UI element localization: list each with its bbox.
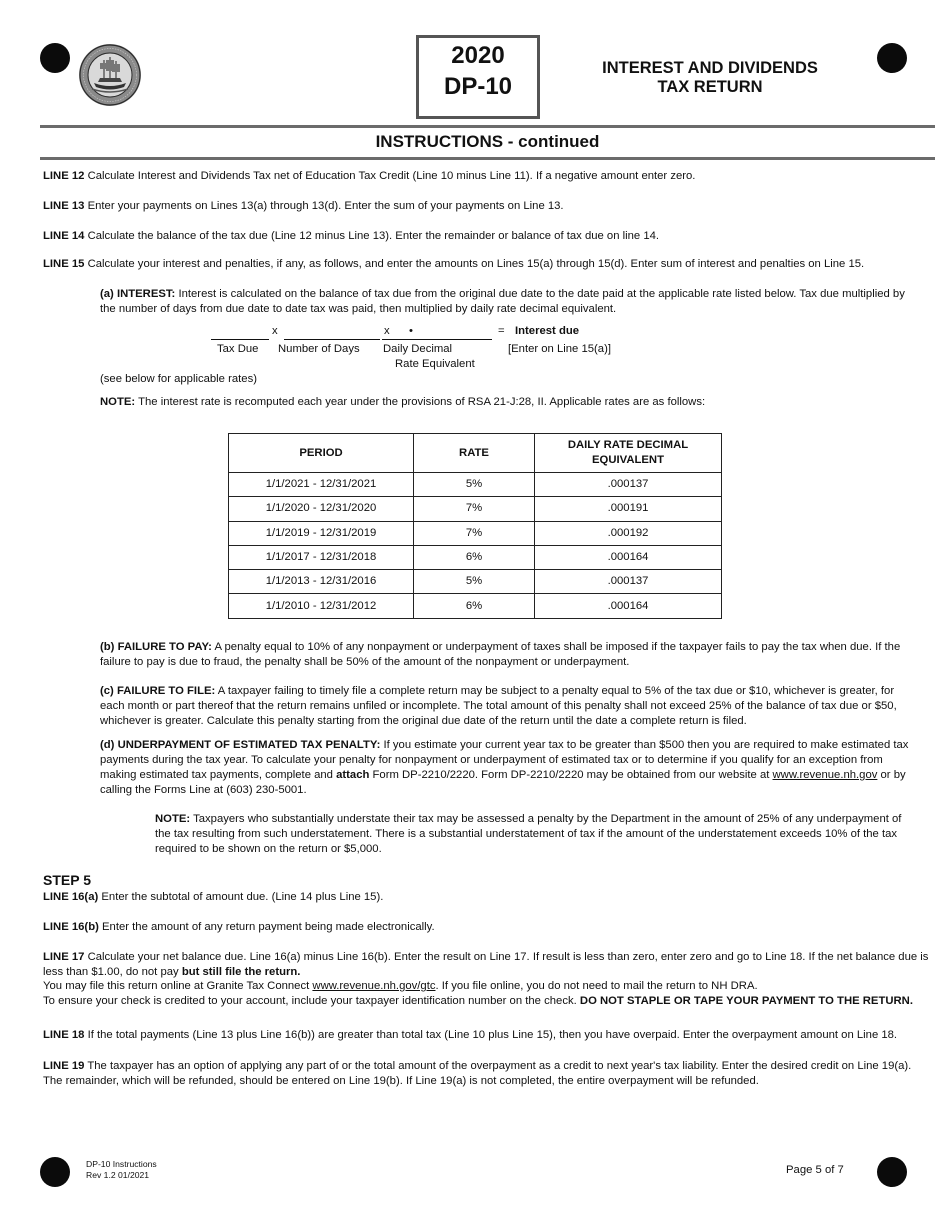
rate-note	[100, 395, 915, 410]
registration-dot-icon	[877, 43, 907, 73]
interest-paragraph	[100, 287, 915, 317]
multiply-symbol: x	[384, 325, 390, 337]
table-header-row	[229, 434, 722, 473]
line-label: LINE 19	[43, 1060, 85, 1072]
period-header: PERIOD	[229, 434, 414, 473]
table-row	[229, 473, 722, 497]
line-text: Calculate Interest and Dividends Tax net of Education Tax Credit (Line 10 minus Line 11). If a negative amount enter zero.	[84, 170, 696, 182]
period-cell: 1/1/2019 - 12/31/2019	[229, 521, 414, 545]
penalty-text: A penalty equal to 10% of any nonpayment or underpayment of taxes shall be imposed if the taxpayer fails to pay the tax when due. If the failure to pay is due to fraud, the penalty shall be 50% of the amount of the nonpayment or underpayment.	[100, 641, 901, 669]
registration-dot-icon	[40, 1157, 70, 1187]
penalty-text: A taxpayer failing to timely file a complete return may be subject to a penalty equal to 5% of the tax due or $10, whichever is greater, for each month or part thereof that the return remains unfiled or incomplete. The total amount of this penalty shall not exceed 25% of the balance of tax due or $50, whichever is greater. Calculate this penalty starting from the original due date of the return until the date a complete return is filed.	[100, 685, 897, 728]
line-15-instruction	[43, 257, 933, 272]
note-text: Taxpayers who substantially understate their tax may be assessed a penalty by the Department in the amount of 25% of any underpayment of the tax resulting from such understatement. There is a substantial understatement of tax if the amount of the understatement exceeds 10% of the tax required to be shown on the return or $5,000.	[155, 813, 902, 856]
table-row	[229, 497, 722, 521]
form-code: DP-10	[443, 73, 513, 100]
footer-revision: Rev 1.2 01/2021	[86, 1170, 150, 1180]
multiply-symbol: x	[272, 325, 278, 337]
period-cell: 1/1/2020 - 12/31/2020	[229, 497, 414, 521]
underpayment-paragraph	[100, 738, 915, 798]
failure-to-pay-paragraph	[100, 640, 915, 670]
step-5-heading: STEP 5	[43, 872, 91, 888]
understatement-note	[155, 812, 915, 857]
table-row	[229, 570, 722, 594]
note-text: The interest rate is recomputed each year under the provisions of RSA 21-J:28, II. Applicable rates are as follows:	[135, 396, 706, 408]
interest-label: (a) INTEREST:	[100, 288, 176, 300]
registration-dot-icon	[877, 1157, 907, 1187]
penalty-text: If you estimate your current year tax to be greater than $500 then you are required to make estimated tax payments during the tax year. To calculate your penalty for nonpayment or underpayment of estimated tax or to determine if you qualify for an exception from making estimated tax payments, complete and	[100, 739, 909, 782]
form-id-box	[416, 35, 540, 119]
form-title-line2: TAX RETURN	[657, 78, 763, 96]
penalty-label: (c) FAILURE TO FILE:	[100, 685, 216, 697]
daily-rate-blank	[382, 339, 492, 340]
line-label: LINE 13	[43, 200, 85, 212]
period-cell: 1/1/2013 - 12/31/2016	[229, 570, 414, 594]
tax-due-blank	[211, 339, 269, 340]
form-title-line1: INTEREST AND DIVIDENDS	[602, 59, 818, 77]
line-text: Calculate the balance of the tax due (Line 12 minus Line 13). Enter the remainder or balance of tax due on line 14.	[84, 230, 660, 242]
revenue-website-link[interactable]: www.revenue.nh.gov	[772, 769, 878, 782]
table-row	[229, 594, 722, 618]
tax-due-caption: Tax Due	[217, 343, 259, 355]
table-row	[229, 521, 722, 545]
rate-cell: 7%	[414, 521, 535, 545]
line-text: Enter the subtotal of amount due. (Line 14 plus Line 15).	[98, 891, 384, 903]
line-text: Enter the amount of any return payment being made electronically.	[98, 921, 435, 933]
line-16a-instruction	[43, 890, 933, 905]
registration-dot-icon	[40, 43, 70, 73]
note-label: NOTE:	[155, 813, 191, 825]
line-17-instruction	[43, 950, 933, 980]
period-cell: 1/1/2021 - 12/31/2021	[229, 473, 414, 497]
decimal-point: •	[409, 325, 413, 337]
penalty-text: or by calling the Forms Line at (603) 230-5001.	[100, 769, 906, 797]
footer-form-info	[86, 1159, 157, 1181]
line-14-instruction	[43, 229, 933, 244]
line-text: Calculate your interest and penalties, if any, as follows, and enter the amounts on Lines 15(a) through 15(d). Enter sum of interest and penalties on Line 15.	[84, 258, 865, 270]
rate-cell: 5%	[414, 473, 535, 497]
form-title	[578, 59, 842, 97]
state-seal-icon	[78, 43, 142, 107]
granite-tax-connect-link[interactable]: www.revenue.nh.gov/gtc	[312, 980, 436, 992]
line-label: LINE 16(b)	[43, 921, 99, 933]
rate-equivalent-caption: Rate Equivalent	[395, 358, 475, 370]
footer-form-name: DP-10 Instructions	[86, 1159, 157, 1169]
line-19-instruction	[43, 1059, 933, 1089]
rate-cell: 6%	[414, 594, 535, 618]
table-row	[229, 545, 722, 569]
penalty-label: (b) FAILURE TO PAY:	[100, 641, 212, 653]
period-cell: 1/1/2010 - 12/31/2012	[229, 594, 414, 618]
rate-cell: 6%	[414, 545, 535, 569]
rate-cell: 7%	[414, 497, 535, 521]
line-text: If the total payments (Line 13 plus Line 16(b)) are greater than total tax (Line 10 plus Line 15), then you have overpaid. Enter the overpayment amount on Line 18.	[84, 1029, 898, 1041]
line-16b-instruction	[43, 920, 933, 935]
interest-rates-table	[228, 433, 722, 619]
equals-symbol: =	[498, 325, 505, 337]
daily-rate-cell: .000137	[535, 473, 722, 497]
line-label: LINE 16(a)	[43, 891, 99, 903]
note-label: NOTE:	[100, 396, 136, 408]
line-text: Calculate your net balance due. Line 16(a) minus Line 16(b). Enter the result on Line 17. If result is less than zero, enter zero and go to Line 18. If the net balance due is less than $1.00, do not pay	[43, 951, 929, 979]
interest-due-label: Interest due	[515, 325, 580, 337]
enter-on-caption: [Enter on Line 15(a)]	[508, 343, 611, 355]
section-heading: INSTRUCTIONS - continued	[375, 132, 600, 151]
form-year: 2020	[451, 42, 505, 69]
line-text: The taxpayer has an option of applying any part of or the total amount of the overpayment as a credit to next year's tax liability. Enter the desired credit on Line 19(a). The remainder, which will be refunded, should be entered on Line 19(b). If Line 19(a) is not completed, the entire overpayment will be refunded.	[43, 1060, 912, 1088]
interest-text: Interest is calculated on the balance of tax due from the original due date to the date paid at the applicable rate listed below. Tax due multiplied by the number of days from due date to date tax was paid, then multiplied by daily rate decimal equivalent.	[100, 288, 905, 316]
check-payment-note: To ensure your check is credited to your account, include your taxpayer identification number on the check. DO NOT STAPLE OR TAPE YOUR PAYMENT TO THE RETURN.	[43, 995, 913, 1007]
attach-emphasis: attach	[336, 769, 370, 782]
staple-warning: DO NOT STAPLE OR TAPE YOUR PAYMENT TO THE RETURN.	[579, 995, 913, 1007]
line-emphasis: but still file the return.	[181, 966, 301, 979]
line-label: LINE 12	[43, 170, 85, 182]
number-of-days-blank	[284, 339, 380, 340]
daily-rate-cell: .000164	[535, 594, 722, 618]
top-divider	[40, 125, 935, 128]
line-label: LINE 15	[43, 258, 85, 270]
daily-rate-cell: .000137	[535, 570, 722, 594]
daily-rate-header: DAILY RATE DECIMAL EQUIVALENT	[535, 434, 722, 473]
daily-decimal-caption: Daily Decimal	[383, 343, 453, 355]
daily-rate-cell: .000192	[535, 521, 722, 545]
number-of-days-caption: Number of Days	[278, 343, 360, 355]
line-label: LINE 14	[43, 230, 85, 242]
line-12-instruction	[43, 169, 933, 184]
penalty-label: (d) UNDERPAYMENT OF ESTIMATED TAX PENALTY:	[100, 739, 381, 751]
online-filing-note: You may file this return online at Granite Tax Connect www.revenue.nh.gov/gtc. If you file online, you do not need to mail the return to NH DRA.	[43, 980, 758, 992]
line-label: LINE 17	[43, 951, 85, 963]
line-18-instruction	[43, 1028, 933, 1043]
penalty-text: Form DP-2210/2220. Form DP-2210/2220 may be obtained from our website at	[369, 769, 773, 782]
page-number: Page 5 of 7	[786, 1164, 844, 1176]
see-below-note: (see below for applicable rates)	[100, 373, 257, 385]
rate-cell: 5%	[414, 570, 535, 594]
line-text: Enter your payments on Lines 13(a) through 13(d). Enter the sum of your payments on Line 13.	[84, 200, 564, 212]
rate-header: RATE	[414, 434, 535, 473]
period-cell: 1/1/2017 - 12/31/2018	[229, 545, 414, 569]
daily-rate-cell: .000191	[535, 497, 722, 521]
section-divider	[40, 157, 935, 160]
daily-rate-cell: .000164	[535, 545, 722, 569]
failure-to-file-paragraph	[100, 684, 915, 729]
line-label: LINE 18	[43, 1029, 85, 1041]
line-13-instruction	[43, 199, 933, 214]
